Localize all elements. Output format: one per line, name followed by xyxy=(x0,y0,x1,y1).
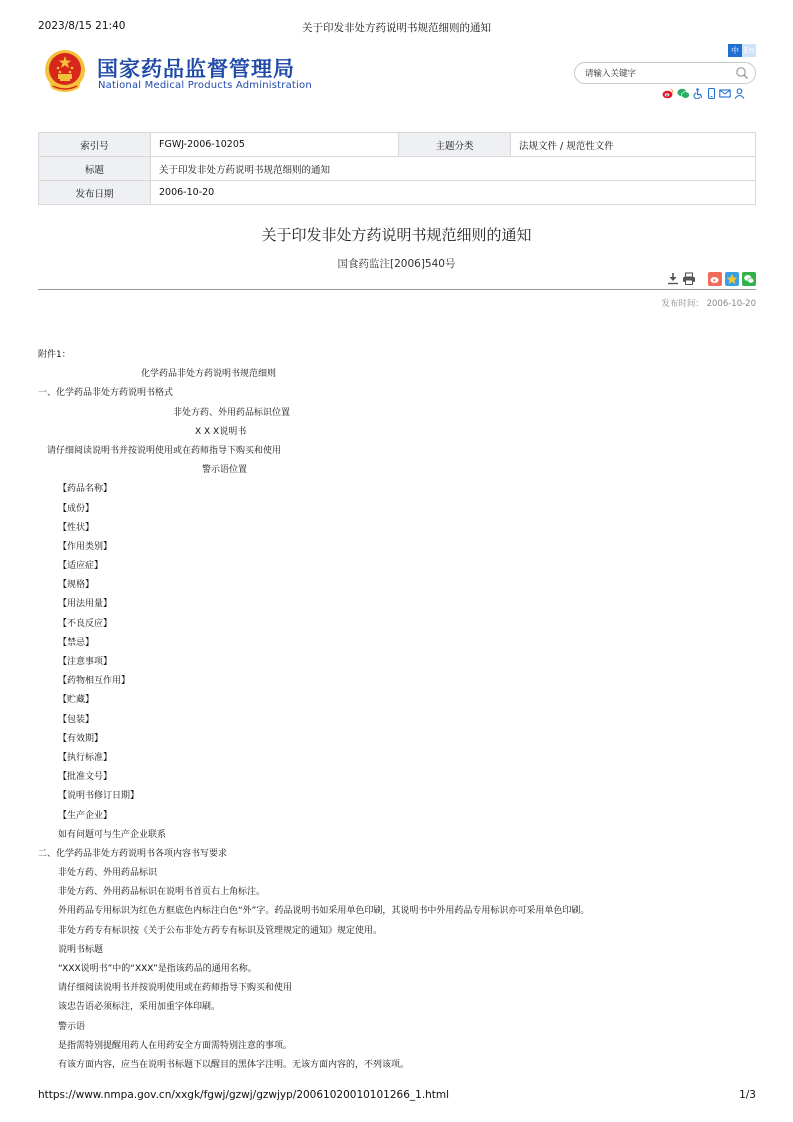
mail-icon[interactable] xyxy=(719,88,731,99)
requirement-line: 有该方面内容，应当在说明书标题下以醒目的黑体字注明。无该方面内容的，不列该项。 xyxy=(58,1059,410,1070)
share-wechat-icon[interactable] xyxy=(742,272,756,286)
article-title: 关于印发非处方药说明书规范细则的通知 xyxy=(261,226,532,244)
attachment-title: 化学药品非处方药说明书规范细则 xyxy=(141,369,277,380)
requirement-line: 说明书标题 xyxy=(58,944,104,955)
share-qzone-icon[interactable] xyxy=(725,272,739,286)
requirement-line: 外用药品专用标识为红色方框底色内标注白色“外”字。药品说明书如采用单色印刷，其说明书中外用药品专用标识亦可采用单色印刷。 xyxy=(58,906,590,917)
format-item: 【禁忌】 xyxy=(58,637,95,648)
article-body xyxy=(38,346,756,1075)
title-value: 关于印发非处方药说明书规范细则的通知 xyxy=(151,157,756,181)
format-line: 非处方药、外用药品标识位置 xyxy=(173,407,291,418)
national-emblem-icon[interactable] xyxy=(43,48,87,94)
language-switch xyxy=(728,44,756,57)
index-label: 索引号 xyxy=(39,133,151,157)
index-value: FGWJ-2006-10205 xyxy=(151,133,399,157)
topic-label: 主题分类 xyxy=(399,133,511,157)
requirement-line: 请仔细阅读说明书并按说明使用或在药师指导下购买和使用 xyxy=(58,983,293,994)
format-item: 【有效期】 xyxy=(58,733,104,744)
lang-zh-button[interactable]: 中 xyxy=(728,44,742,57)
requirement-line: 警示语 xyxy=(58,1021,86,1032)
format-item: 【不良反应】 xyxy=(58,618,113,629)
format-line: 警示语位置 xyxy=(202,465,248,476)
share-weibo-icon[interactable] xyxy=(708,272,722,286)
page-url: https://www.nmpa.gov.cn/xxgk/fgwj/gzwj/gzwjyp/20061020010101266_1.html xyxy=(38,1089,450,1101)
print-header xyxy=(38,20,755,34)
wechat-icon[interactable] xyxy=(677,88,690,99)
search-input[interactable] xyxy=(585,67,725,80)
info-row-index xyxy=(39,133,756,157)
date-value: 2006-10-20 xyxy=(151,181,756,205)
accessibility-icon[interactable] xyxy=(693,88,704,99)
lang-en-button[interactable]: En xyxy=(743,46,755,55)
format-item: 【成份】 xyxy=(58,503,95,514)
user-icon[interactable] xyxy=(734,88,745,99)
page-number: 1/3 xyxy=(739,1089,756,1101)
format-line: X X X说明书 xyxy=(195,426,247,437)
search-box xyxy=(574,62,756,84)
date-label: 发布日期 xyxy=(39,181,151,205)
site-name-en[interactable]: National Medical Products Administration xyxy=(98,80,312,91)
section-heading-1: 一、化学药品非处方药说明书格式 xyxy=(38,388,174,399)
document-number: 国食药监注[2006]540号 xyxy=(337,258,456,270)
article-toolbar xyxy=(667,272,756,286)
print-icon[interactable] xyxy=(682,272,696,285)
share-toolbar xyxy=(662,88,745,99)
format-line: 请仔细阅读说明书并按说明使用或在药师指导下购买和使用 xyxy=(47,445,282,456)
requirement-line: 该忠告语必须标注，采用加重字体印刷。 xyxy=(58,1002,221,1013)
attachment-label: 附件1： xyxy=(38,350,71,360)
info-row-date xyxy=(39,181,756,205)
search-icon[interactable] xyxy=(735,66,749,80)
format-item: 【执行标准】 xyxy=(58,752,113,763)
format-item: 【注意事项】 xyxy=(58,657,113,667)
requirement-line: 非处方药专有标识按《关于公布非处方药专有标识及管理规定的通知》规定使用。 xyxy=(58,925,383,936)
info-row-title xyxy=(39,157,756,181)
format-item: 【药物相互作用】 xyxy=(58,676,131,687)
publish-time: 发布时间： 2006-10-20 xyxy=(661,299,756,309)
format-item: 【生产企业】 xyxy=(58,810,113,821)
requirement-line: 是指需特别提醒用药人在用药安全方面需特别注意的事项。 xyxy=(58,1040,293,1051)
format-item: 【说明书修订日期】 xyxy=(58,791,140,802)
contact-note: 如有问题可与生产企业联系 xyxy=(58,829,167,840)
requirement-line: 非处方药、外用药品标识在说明书首页右上角标注。 xyxy=(58,887,266,898)
print-title: 关于印发非处方药说明书规范细则的通知 xyxy=(302,22,491,34)
title-label: 标题 xyxy=(39,157,151,181)
format-item: 【适应症】 xyxy=(58,561,104,572)
mobile-icon[interactable] xyxy=(707,88,716,99)
requirement-line: “XXX说明书”中的“XXX”是指该药品的通用名称。 xyxy=(58,964,257,974)
format-item: 【贮藏】 xyxy=(58,695,95,706)
format-item: 【作用类别】 xyxy=(58,541,113,552)
format-item: 【批准文号】 xyxy=(58,772,113,783)
title-divider xyxy=(38,289,756,290)
download-icon[interactable] xyxy=(667,272,679,285)
format-item: 【药品名称】 xyxy=(58,484,113,495)
site-name-cn[interactable]: 国家药品监督管理局 xyxy=(97,57,295,81)
format-item: 【性状】 xyxy=(58,522,95,533)
print-timestamp: 2023/8/15 21:40 xyxy=(38,20,126,32)
weibo-icon[interactable] xyxy=(662,88,674,99)
section-heading-2: 二、化学药品非处方药说明书各项内容书写要求 xyxy=(38,848,228,859)
format-item: 【用法用量】 xyxy=(58,599,113,610)
topic-value: 法规文件 / 规范性文件 xyxy=(511,133,756,157)
format-item: 【规格】 xyxy=(58,580,95,591)
format-item: 【包装】 xyxy=(58,714,95,725)
document-info-table xyxy=(38,132,756,205)
requirement-line: 非处方药、外用药品标识 xyxy=(58,868,158,879)
